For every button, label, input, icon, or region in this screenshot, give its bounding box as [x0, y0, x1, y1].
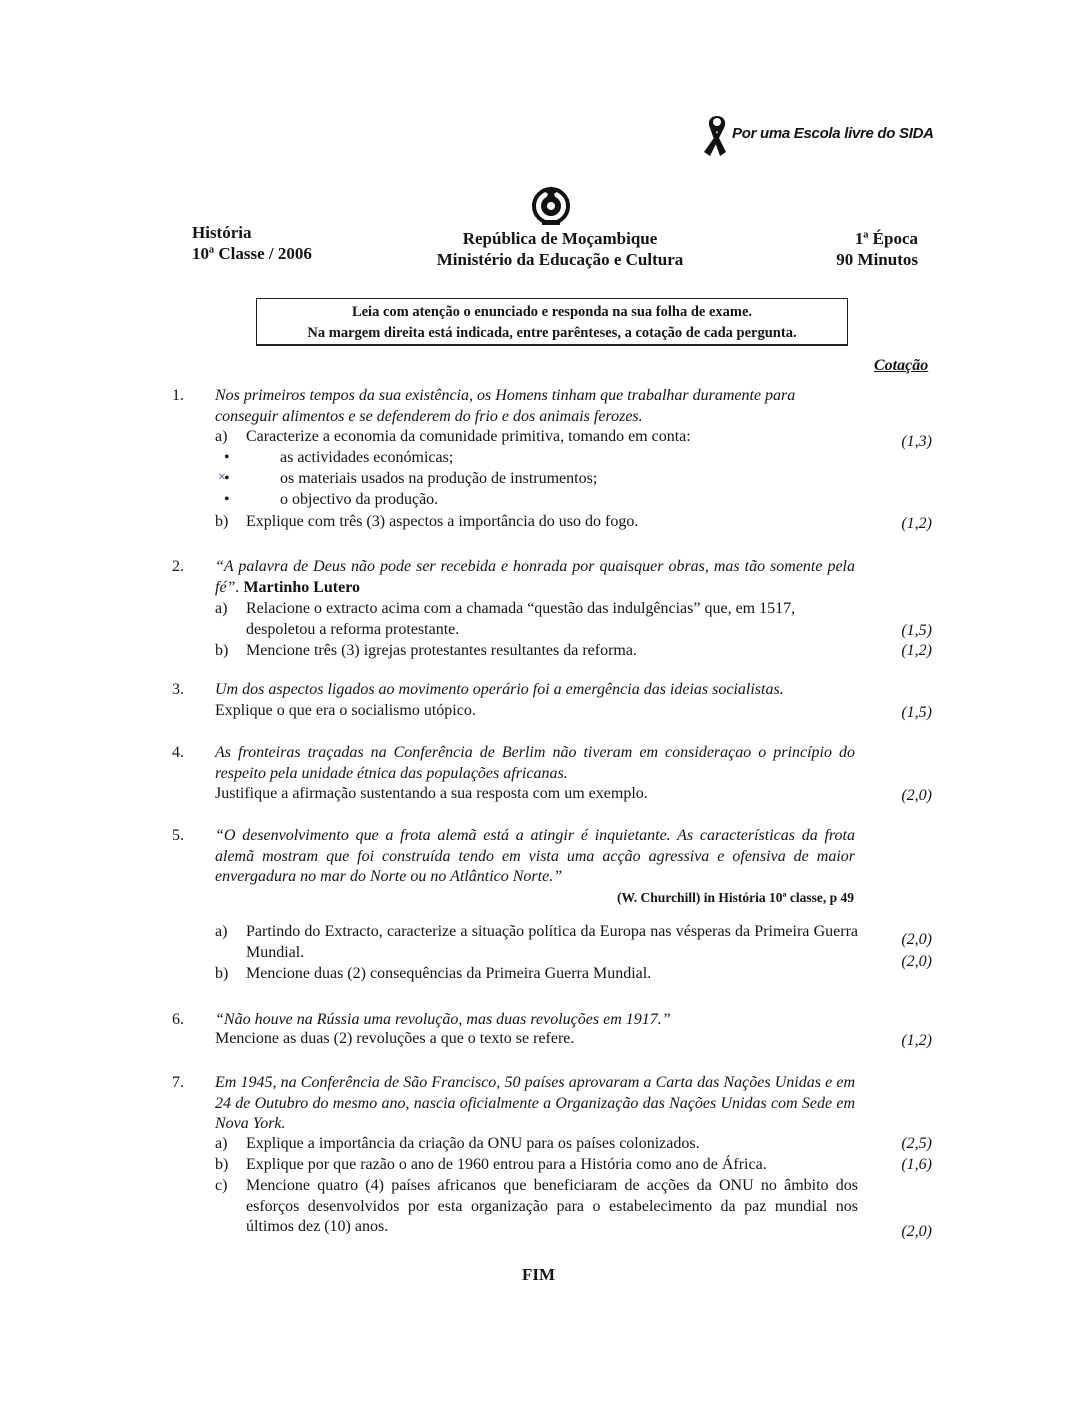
question-number: 6. [172, 1011, 184, 1028]
score-7b: (1,6) [901, 1156, 932, 1173]
instruction-line-1: Leia com atenção o enunciado e responda na sua folha de exame. [351, 304, 753, 320]
part-text: Explique por que razão o ano de 1960 entrou para a História como ano de África. [246, 1156, 767, 1173]
question-number: 4. [172, 744, 184, 761]
score-5a: (2,0) [901, 931, 932, 948]
question-intro: Nos primeiros tempos da sua existência, os Homens tinham que trabalhar duramente para conseguir alimentos e se defenderem do frio e dos animais ferozes. [215, 387, 796, 425]
part-label: a) [215, 600, 228, 617]
exam-subject-block [192, 222, 312, 264]
question-task: Explique o que era o socialismo utópico. [215, 702, 476, 719]
mozambique-coat-of-arms-icon [530, 184, 572, 228]
part-text: Explique com três (3) aspectos a importância do uso do fogo. [246, 513, 639, 530]
question-intro: As fronteiras traçadas na Conferência de Berlim não tiveram em consideraçao o princípio do respeito pela unidade étnica das populações africanas. [215, 744, 855, 782]
subject: História [192, 223, 252, 242]
question-number: 1. [172, 387, 184, 404]
part-text: Mencione três (3) igrejas protestantes resultantes da reforma. [246, 642, 637, 659]
question-intro: Um dos aspectos ligados ao movimento operário foi a emergência das ideias socialistas. [215, 681, 784, 698]
score-7c: (2,0) [901, 1223, 932, 1240]
ministry-name: Ministério da Educação e Cultura [436, 250, 684, 269]
issuer-block [380, 228, 740, 270]
score-4: (2,0) [901, 787, 932, 804]
instructions-box [256, 298, 848, 346]
part-text: Relacione o extracto acima com a chamada “questão das indulgências” que, em 1517, despoletou a reforma protestante. [246, 600, 796, 638]
question-number: 7. [172, 1074, 184, 1091]
grade-year: 10ª Classe / 2006 [192, 244, 312, 263]
part-label: b) [215, 1156, 229, 1173]
exam-session: 1ª Época [854, 229, 918, 248]
part-text: Partindo do Extracto, caracterize a situação política da Europa nas vésperas da Primeira Guerra Mundial. [246, 923, 858, 961]
part-text: Mencione quatro (4) países africanos que beneficiaram de acções da ONU no âmbito dos esforços desenvolvidos por esta organização para o estabelecimento da paz mundial nos últimos dez (10) anos. [246, 1177, 858, 1235]
handwritten-mark: × [218, 470, 226, 485]
quote-author: Martinho Lutero [243, 578, 361, 596]
score-1b: (1,2) [901, 515, 932, 532]
question-quote: “Não houve na Rússia uma revolução, mas duas revoluções em 1917.” [215, 1011, 671, 1028]
question-task: Justifique a afirmação sustentando a sua resposta com um exemplo. [215, 785, 648, 802]
aids-awareness-slogan [700, 112, 934, 158]
slogan-text: Por uma Escola livre do SIDA [732, 124, 934, 142]
score-2a: (1,5) [901, 622, 932, 639]
part-label: b) [215, 965, 229, 982]
part-label: b) [215, 513, 229, 530]
score-3: (1,5) [901, 704, 932, 721]
aids-ribbon-icon [700, 112, 734, 158]
quote-citation: (W. Churchill) in História 10ª classe, p 49 [617, 890, 854, 905]
score-7a: (2,5) [901, 1135, 932, 1152]
score-1a: (1,3) [901, 433, 932, 450]
instruction-line-2: Na margem direita está indicada, entre parênteses, a cotação de cada pergunta. [307, 325, 797, 341]
score-2b: (1,2) [901, 642, 932, 659]
question-quote: “O desenvolvimento que a frota alemã está a atingir é inquietante. As características da frota alemã mostram que foi construída tendo em vista uma acção agressiva e ofensiva de maior envergadura no mar do Norte ou no Atlântico Norte.” [215, 827, 855, 885]
part-label: a) [215, 1135, 228, 1152]
session-block [780, 228, 918, 270]
question-intro: Em 1945, na Conferência de São Francisco, 50 países aprovaram a Carta das Nações Unidas e em 24 de Outubro do mesmo ano, nascia oficialmente a Organização das Nações Unidas com Sede em Nova York. [215, 1074, 855, 1132]
exam-duration: 90 Minutos [836, 250, 918, 269]
end-marker: FIM [522, 1265, 556, 1284]
part-label: a) [215, 923, 228, 940]
part-text: Mencione duas (2) consequências da Primeira Guerra Mundial. [246, 965, 652, 982]
question-number: 2. [172, 558, 184, 575]
score-5b: (2,0) [901, 953, 932, 970]
question-intro: “A palavra de Deus não pode ser recebida e honrada por quaisquer obras, mas tão somente pela fé”. Martinho Lutero [215, 558, 855, 596]
question-number: 3. [172, 681, 184, 698]
part-label: c) [215, 1177, 228, 1194]
country-name: República de Moçambique [462, 229, 658, 248]
score-column-header: Cotação [874, 357, 929, 374]
part-text: Explique a importância da criação da ONU para os países colonizados. [246, 1135, 700, 1152]
score-6: (1,2) [901, 1032, 932, 1049]
part-label: a) [215, 428, 228, 445]
part-label: b) [215, 642, 229, 659]
question-number: 5. [172, 827, 184, 844]
question-task: Mencione as duas (2) revoluções a que o texto se refere. [215, 1030, 575, 1047]
part-text: Caracterize a economia da comunidade primitiva, tomando em conta: [246, 428, 691, 445]
